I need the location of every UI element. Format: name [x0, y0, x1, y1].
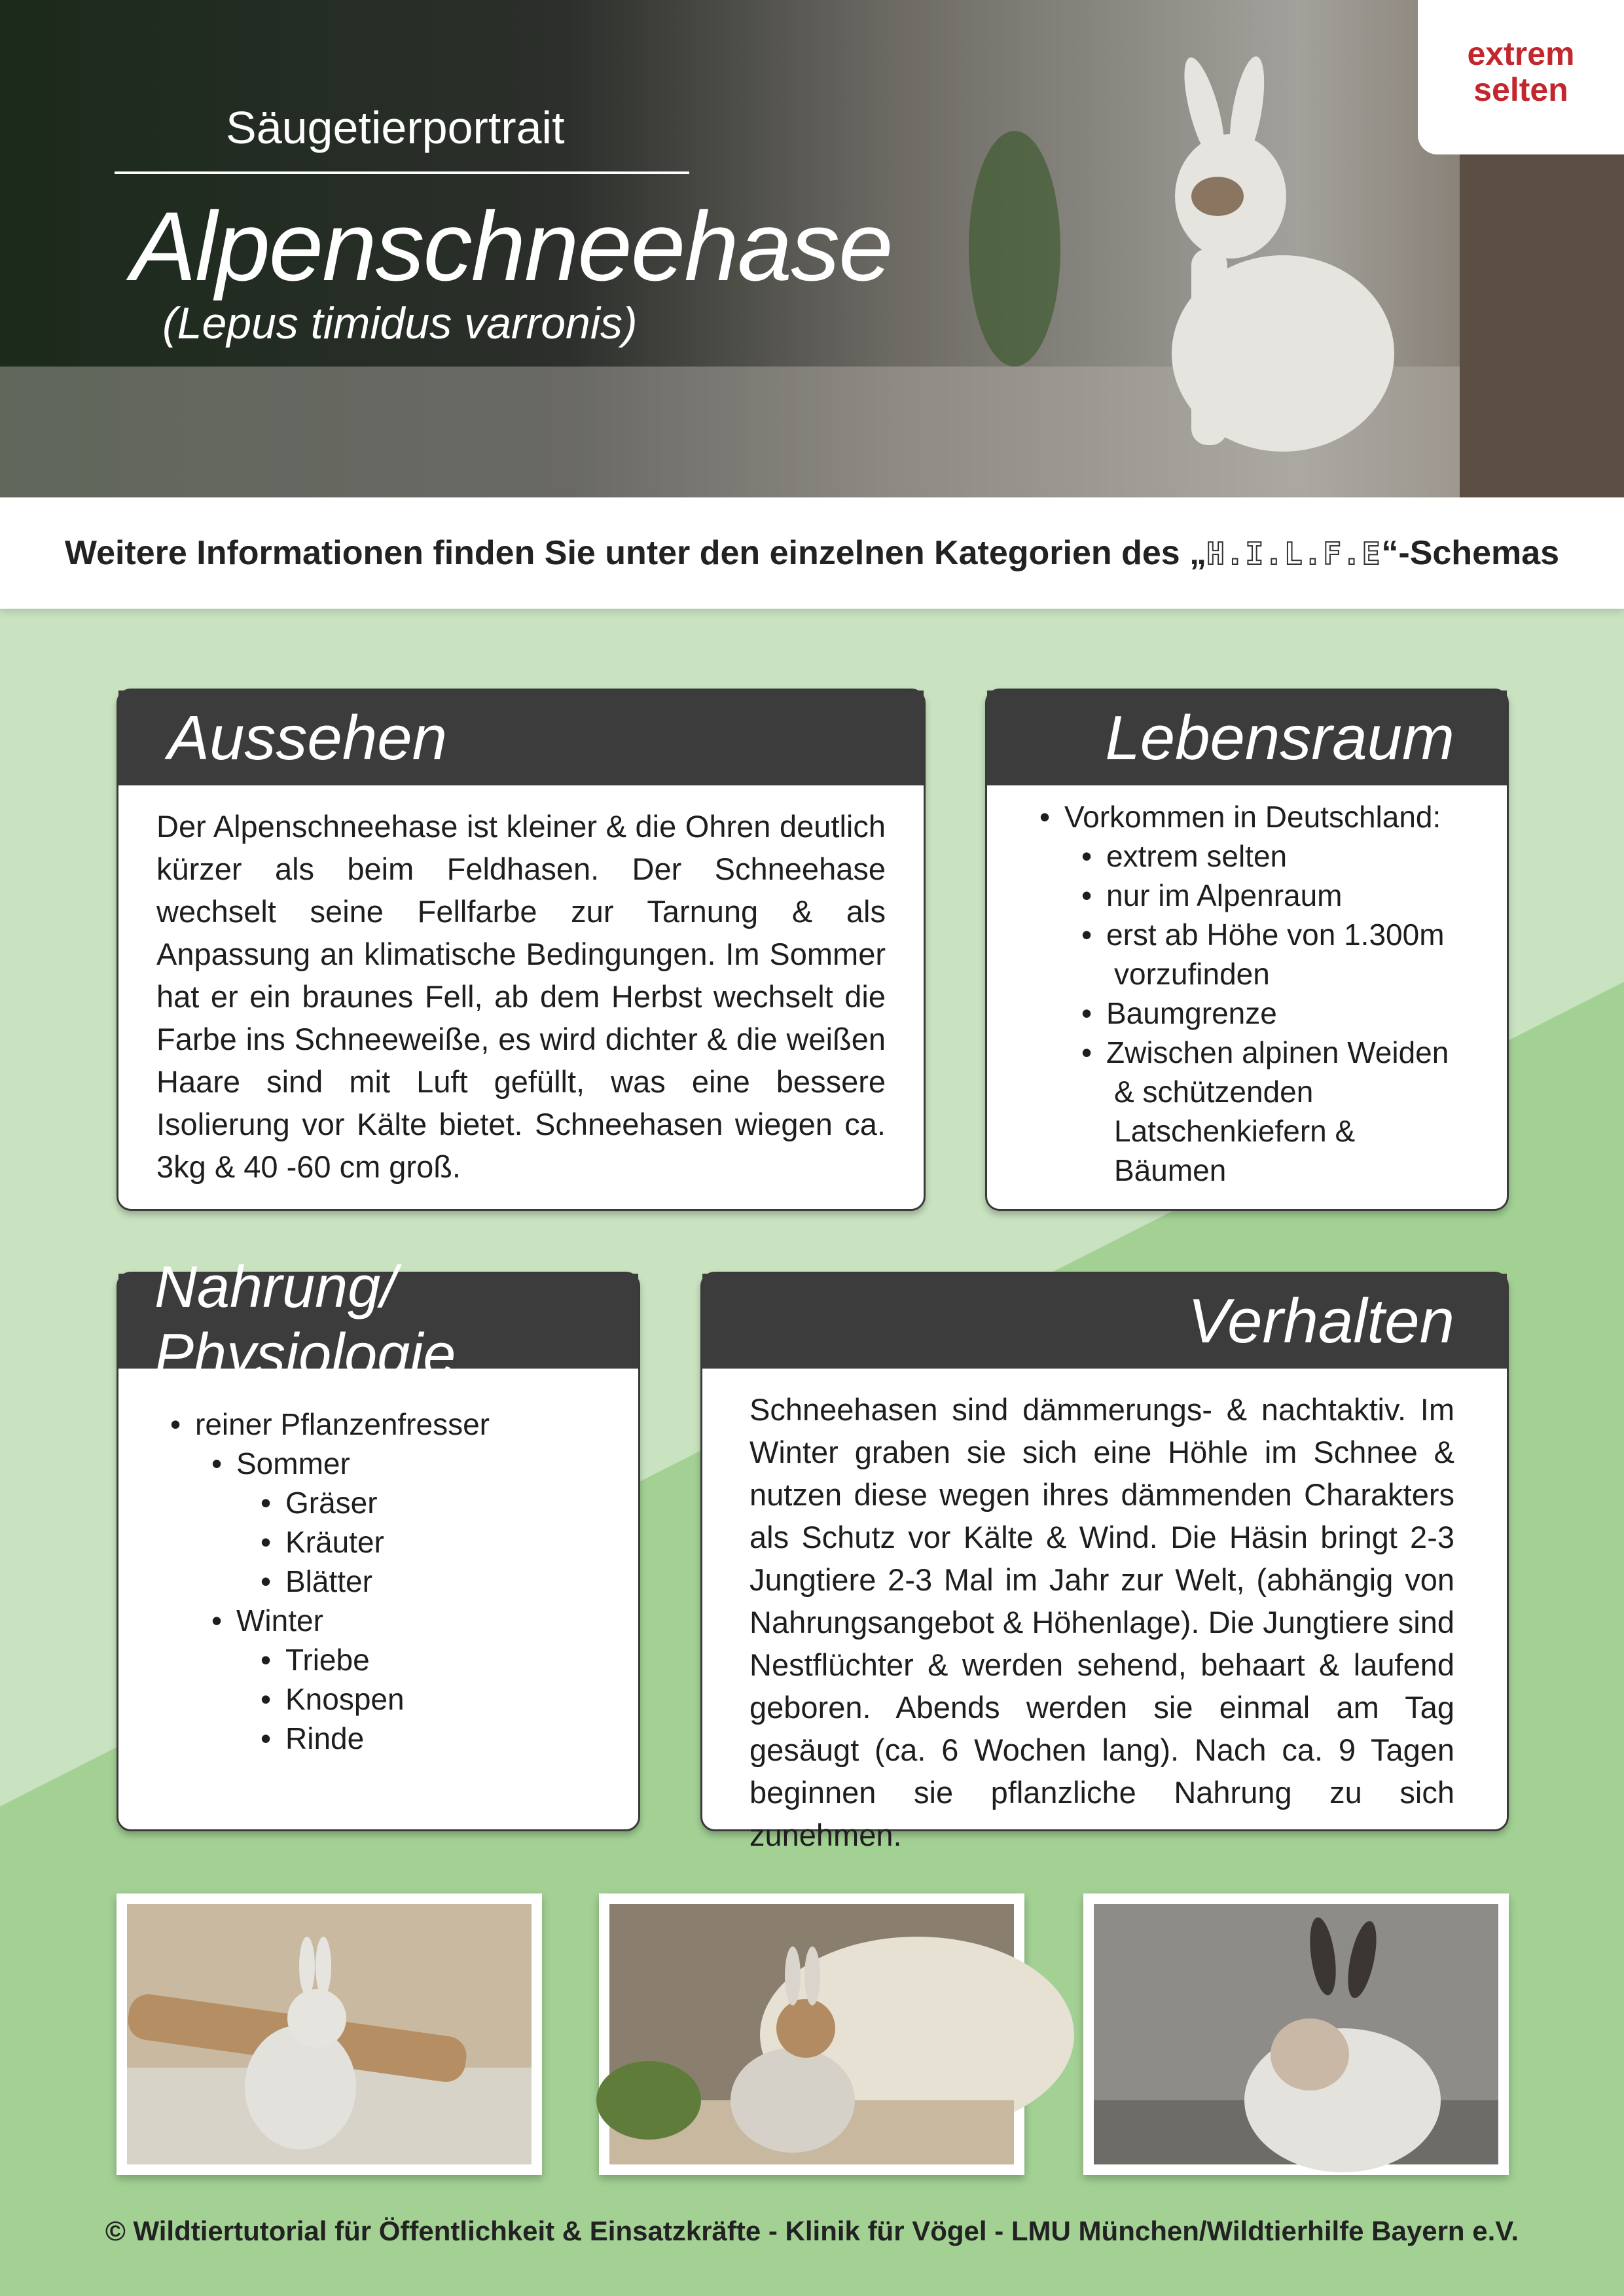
- aussehen-text: Der Alpenschneehase ist kleiner & die Ohren deutlich kürzer als beim Feldhasen. Der Schneehase wechselt seine Fellfarbe zur Tarnung & als Anpassung an klimatische Bedingungen. Im Sommer hat er ein braunes Fell, ab dem Herbst wechselt die Farbe ins Schneeweiße, es wird dichter & die weißen Haare sind mit Luft gefüllt, was eine bessere Isolierung vor Kälte bietet. Schneehasen wiegen ca. 3kg & 40 -60 cm groß.: [156, 809, 886, 1184]
- footer-copyright: © Wildtiertutorial für Öffentlichkeit & Einsatzkräfte - Klinik für Vögel - LMU München/Wildtierhilfe Bayern e.V.: [105, 2215, 1519, 2246]
- photo-2: [599, 1893, 1024, 2175]
- list-item: • reiner Pflanzenfresser: [195, 1405, 638, 1444]
- list-item-continued: vorzufinden: [1114, 957, 1270, 991]
- card-header: Nahrung/ Physiologie: [118, 1274, 638, 1369]
- list-item-continued: Bäumen: [1114, 1153, 1227, 1187]
- kicker-text: Säugetierportrait: [226, 102, 565, 153]
- hare-photo: [1094, 1904, 1498, 2164]
- card-header: Verhalten: [702, 1274, 1507, 1369]
- lebensraum-list: [987, 785, 1507, 1190]
- list-item: • Sommer: [236, 1444, 638, 1483]
- card-header: Aussehen: [118, 691, 924, 785]
- card-header: Lebensraum: [987, 691, 1507, 785]
- hare-photo: [609, 1904, 1014, 2164]
- list-item-continued: & schützenden: [1114, 1075, 1314, 1109]
- card-aussehen: [117, 689, 926, 1211]
- list-item: • Winter: [236, 1601, 638, 1640]
- title-divider: [115, 171, 689, 174]
- verhalten-text: Schneehasen sind dämmerungs- & nachtaktiv. Im Winter graben sie sich eine Höhle im Schnee & nutzen diese wegen ihres dämmenden Charakters als Schutz vor Kälte & Wind. Die Häsin bringt 2-3 Jungtiere 2-3 Mal im Jahr zur Welt, (abhängig von Nahrungsangebot & Höhenlage). Die Jungtiere sind Nestflüchter & werden sehend, behaart & laufend geboren. Abends werden sie einmal am Tag gesäugt (ca. 6 Wochen lang). Nach ca. 9 Tagen beginnen sie pflanzliche Nahrung zu sich zunehmen.: [749, 1392, 1454, 1852]
- info-strip: [0, 497, 1624, 609]
- list-item: • erst ab Höhe von 1.300m: [1106, 915, 1507, 954]
- list-item: • extrem selten: [1106, 836, 1507, 876]
- list-item: • Triebe: [285, 1640, 638, 1679]
- info-text: [65, 533, 1559, 573]
- info-text-before: Weitere Informationen finden Sie unter den einzelnen Kategorien des „: [64, 534, 1207, 572]
- list-item: • Baumgrenze: [1106, 994, 1507, 1033]
- list-item: • Knospen: [285, 1679, 638, 1719]
- photo-3: [1083, 1893, 1509, 2175]
- hero-banner: [0, 0, 1624, 497]
- list-item-continued: Latschenkiefern &: [1114, 1114, 1356, 1148]
- list-item: • Rinde: [285, 1719, 638, 1758]
- nahrung-list: [118, 1369, 638, 1758]
- list-item: • Blätter: [285, 1562, 638, 1601]
- list-item: • Vorkommen in Deutschland:: [1064, 797, 1507, 836]
- rarity-badge: [1418, 0, 1624, 154]
- card-nahrung: [117, 1254, 640, 1831]
- hare-photo: [127, 1904, 532, 2164]
- info-text-after: “-Schemas: [1381, 534, 1560, 572]
- card-lebensraum: [985, 689, 1509, 1211]
- rarity-line-1: extrem: [1467, 35, 1575, 72]
- hilfe-label: H.I.L.F.E: [1206, 536, 1382, 571]
- card-verhalten: [700, 1272, 1509, 1852]
- list-item: • Gräser: [285, 1483, 638, 1522]
- scientific-name: (Lepus timidus varronis): [162, 298, 638, 348]
- page-title: Alpenschneehase: [131, 191, 892, 301]
- list-item: • nur im Alpenraum: [1106, 876, 1507, 915]
- list-item: • Zwischen alpinen Weiden: [1106, 1033, 1507, 1072]
- rarity-line-2: selten: [1473, 71, 1568, 108]
- list-item: • Kräuter: [285, 1522, 638, 1562]
- photo-1: [117, 1893, 542, 2175]
